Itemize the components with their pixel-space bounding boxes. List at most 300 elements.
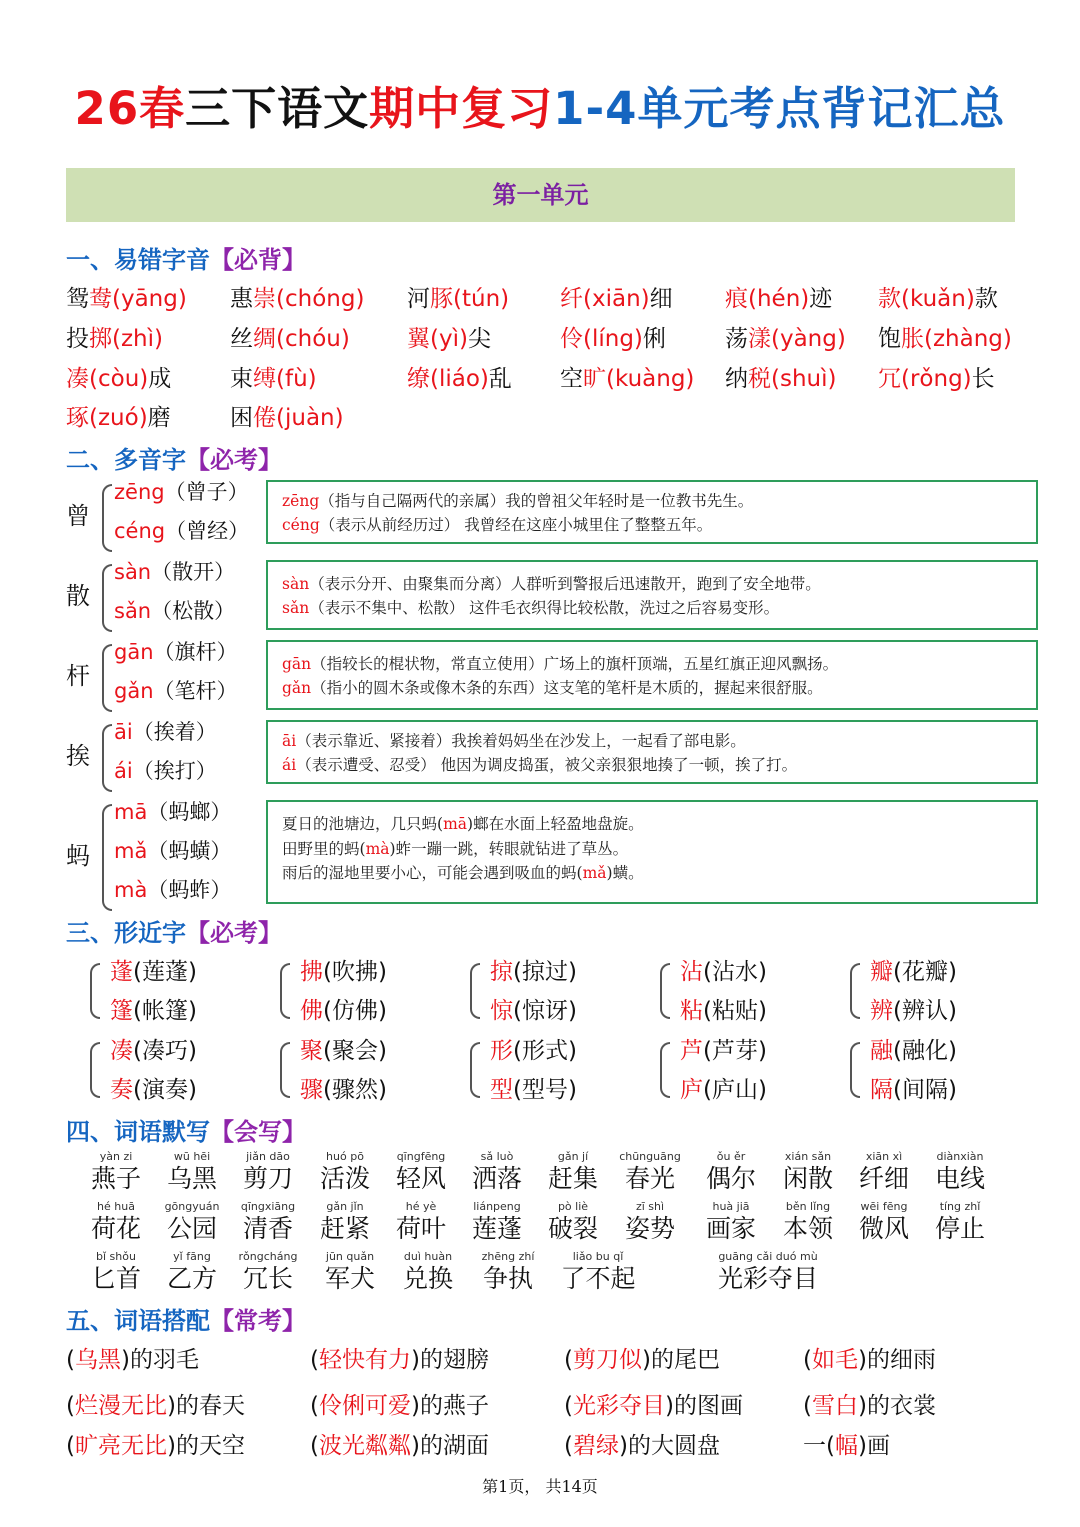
item-pinyin: (chóng) [276, 286, 365, 312]
sentence-pinyin: sǎn [282, 599, 310, 617]
item-prefix: 投 [66, 326, 89, 352]
dictation-word [900, 1150, 1020, 1194]
section-5-heading [66, 1301, 306, 1336]
item-pinyin: (yàng) [771, 326, 846, 352]
item-key-char: 缭 [407, 366, 430, 392]
dictation-word [538, 1250, 658, 1294]
collocation-rest: 的湖面 [419, 1433, 489, 1459]
item-prefix: 困 [230, 405, 253, 431]
item-key-char: 琢 [66, 405, 89, 431]
item-suffix: 成 [148, 366, 172, 392]
item-suffix: 迹 [809, 286, 833, 312]
word-pinyin: liǎo bu qǐ [572, 1250, 624, 1263]
collocation-fill: 伶俐可爱 [318, 1393, 411, 1419]
item-pinyin: (zhì) [112, 326, 163, 352]
brace [850, 963, 860, 1019]
collocation-item [66, 1387, 245, 1420]
collocation-fill: 碧绿 [572, 1433, 619, 1459]
word-characters: 清香 [242, 1214, 293, 1243]
word-characters: 荷叶 [395, 1214, 446, 1243]
sentence-text: 雨后的湿地里要小心，可能会遇到吸血的蚂( [282, 864, 583, 882]
item-suffix: 尖 [467, 326, 491, 352]
item-prefix: 丝 [230, 326, 253, 352]
item-key-char: 伶 [560, 326, 583, 352]
section-4-heading [66, 1112, 306, 1147]
item-prefix: 荡 [725, 326, 748, 352]
similar-char-item [300, 1032, 387, 1065]
section-label: 五、词语搭配 [66, 1307, 210, 1335]
collocation-item [310, 1387, 489, 1420]
paren: ) [410, 1433, 420, 1459]
example-sentence [282, 489, 753, 511]
reading-item [230, 399, 344, 432]
reading-line [114, 796, 231, 826]
word-characters: 乙方 [166, 1264, 217, 1293]
item-pinyin: (líng) [583, 326, 643, 352]
brace [102, 804, 112, 911]
section-1-heading [66, 240, 306, 275]
reading-word: （旗杆） [153, 640, 238, 664]
item-key-char: 翼 [407, 326, 430, 352]
paren: ( [564, 1393, 573, 1419]
sentence-text: （表示遭受、忍受） 他因为调皮捣蛋，被父亲狠狠地揍了一顿，挨了打。 [296, 756, 798, 774]
brace [850, 1042, 860, 1098]
word-characters: 乌黑 [166, 1164, 217, 1193]
similar-word: (庐山) [703, 1077, 767, 1103]
word-characters: 了不起 [560, 1264, 636, 1293]
similar-word: (聚会) [323, 1038, 387, 1064]
word-pinyin: rǒngcháng [238, 1250, 298, 1263]
reading-item [725, 320, 846, 353]
similar-char: 掠 [490, 959, 513, 985]
word-pinyin: xiān xì [865, 1150, 903, 1163]
collocation-fill: 雪白 [811, 1393, 858, 1419]
sentence-text: 夏日的池塘边，几只蚂( [282, 815, 444, 833]
section-label: 一、易错字音 [66, 246, 210, 274]
word-characters: 光彩夺目 [717, 1264, 818, 1293]
similar-char-item [490, 953, 577, 986]
word-characters: 画家 [705, 1214, 756, 1243]
item-key-char: 冗 [878, 366, 901, 392]
brace [470, 963, 480, 1019]
word-pinyin: sǎ luò [480, 1150, 514, 1163]
item-suffix: 长 [971, 366, 995, 392]
reading-item [560, 320, 666, 353]
brace [102, 564, 112, 632]
word-pinyin: gǎn jǐn [326, 1200, 364, 1213]
example-sentence [282, 729, 746, 751]
collocation-item [310, 1341, 489, 1374]
paren: ( [66, 1347, 75, 1373]
reading-item [230, 280, 364, 313]
reading-line [114, 755, 217, 785]
collocation-item [66, 1341, 199, 1374]
reading-line [114, 716, 217, 746]
sentence-text: （表示分开、由聚集而分离）人群听到警报后迅速散开，跑到了安全地带。 [309, 574, 821, 593]
word-pinyin: jiǎn dāo [246, 1150, 290, 1163]
collocation-rest: 的春天 [175, 1393, 245, 1419]
similar-char-item [300, 992, 387, 1025]
item-key-char: 倦 [253, 405, 276, 431]
similar-char: 聚 [300, 1038, 323, 1064]
item-suffix: 乱 [488, 366, 512, 392]
example-sentence [282, 513, 712, 535]
title-part-2: 三下语文 [185, 82, 370, 135]
section-tag: 【必考】 [186, 919, 282, 947]
word-characters: 赶集 [547, 1164, 598, 1193]
sentence-text: （表示靠近、紧接着）我挨着妈妈坐在沙发上，一起看了部电影。 [296, 731, 746, 750]
word-characters: 闲散 [782, 1164, 833, 1193]
reading-item [230, 320, 350, 353]
reading-pinyin: zēng [114, 480, 165, 504]
sentence-text: （指小的圆木条或像木条的东西）这支笔的笔杆是木质的，握起来很舒服。 [311, 679, 823, 697]
similar-char: 奏 [110, 1077, 133, 1103]
reading-word: （蚂蚱） [147, 878, 232, 902]
item-pinyin: (liáo) [430, 366, 489, 392]
similar-char: 芦 [680, 1038, 703, 1064]
collocation-item [564, 1341, 720, 1374]
sentence-pinyin: céng [282, 516, 320, 534]
collocation-fill: 幅 [834, 1433, 858, 1459]
similar-word: (花瓣) [893, 959, 957, 985]
word-characters: 姿势 [624, 1214, 675, 1243]
item-pinyin: (yāng) [112, 286, 187, 312]
word-characters: 剪刀 [242, 1164, 293, 1193]
item-pinyin: (rǒng) [901, 366, 972, 392]
word-characters: 偶尔 [705, 1164, 756, 1193]
similar-char-item [490, 1032, 577, 1065]
paren: ) [664, 1393, 674, 1419]
word-pinyin: diànxiàn [936, 1150, 984, 1163]
collocation-fill: 烂漫无比 [74, 1393, 167, 1419]
similar-char: 融 [870, 1038, 893, 1064]
similar-char-item [110, 1071, 197, 1104]
brace [102, 644, 112, 712]
collocation-item [564, 1387, 743, 1420]
item-prefix: 束 [230, 366, 253, 392]
word-characters: 本领 [782, 1214, 833, 1243]
example-sentence [282, 572, 821, 594]
item-pinyin: (shuì) [771, 366, 837, 392]
page-footer: 第1页， 共14页 [482, 1477, 598, 1496]
reading-item [878, 320, 1012, 353]
example-sentence [282, 837, 628, 859]
sentence-text: 田野里的蚂( [282, 839, 366, 858]
example-sentence [282, 676, 823, 698]
reading-pinyin: gān [114, 640, 154, 664]
reading-line [114, 874, 231, 904]
similar-word: (形式) [513, 1038, 577, 1064]
word-characters: 军犬 [324, 1264, 375, 1293]
item-pinyin: (yì) [430, 326, 468, 352]
similar-char-item [110, 1032, 197, 1065]
collocation-rest: 的羽毛 [129, 1347, 199, 1373]
word-pinyin: zī shì [635, 1200, 665, 1213]
similar-char: 形 [490, 1038, 513, 1064]
collocation-item [564, 1427, 720, 1460]
brace [102, 484, 112, 552]
item-key-char: 崇 [253, 286, 276, 312]
paren: ) [641, 1347, 651, 1373]
example-box [266, 640, 1038, 710]
item-prefix: 空 [560, 366, 583, 392]
item-key-char: 胀 [901, 326, 924, 352]
reading-item [66, 399, 171, 432]
similar-char: 惊 [490, 998, 513, 1024]
item-pinyin: (hén) [748, 286, 810, 312]
paren: ) [410, 1347, 420, 1373]
word-pinyin: chūnguāng [619, 1150, 681, 1163]
similar-char: 瓣 [870, 959, 893, 985]
word-pinyin: běn lǐng [785, 1200, 831, 1213]
example-sentence [282, 652, 838, 674]
word-pinyin: xián sǎn [784, 1150, 832, 1163]
collocation-rest: 画 [866, 1433, 890, 1459]
sentence-text: )蚱一蹦一跳，转眼就钻进了草丛。 [389, 839, 629, 858]
word-pinyin: bǐ shǒu [96, 1250, 136, 1263]
item-pinyin: (xiān) [583, 286, 650, 312]
reading-pinyin: mā [114, 800, 148, 824]
word-characters: 破裂 [547, 1214, 598, 1243]
similar-char-item [870, 1032, 957, 1065]
sentence-pinyin: mà [365, 839, 390, 858]
similar-char: 骤 [300, 1077, 323, 1103]
item-key-char: 凑 [66, 366, 89, 392]
paren: ) [857, 1347, 867, 1373]
brace [470, 1042, 480, 1098]
reading-line [114, 515, 249, 545]
similar-word: (吹拂) [323, 959, 387, 985]
polyphone-char: 杆 [66, 662, 90, 690]
example-box [266, 720, 1038, 784]
dictation-word [708, 1250, 828, 1294]
collocation-rest: 的翅膀 [419, 1347, 489, 1373]
item-pinyin: (zuó) [89, 405, 148, 431]
brace [280, 1042, 290, 1098]
item-pinyin: (kuǎn) [901, 286, 975, 312]
word-pinyin: gōngyuán [164, 1200, 220, 1213]
title-part-3: 期中复习 [369, 82, 554, 135]
word-pinyin: yǐ fāng [173, 1250, 211, 1263]
collocation-item [310, 1427, 489, 1460]
item-prefix: 纳 [725, 366, 748, 392]
word-pinyin: guāng cǎi duó mù [718, 1250, 818, 1263]
item-key-char: 旷 [583, 366, 606, 392]
sentence-pinyin: ái [282, 756, 297, 774]
similar-char-item [870, 953, 957, 986]
item-pinyin: (kuàng) [606, 366, 695, 392]
paren: ) [857, 1393, 867, 1419]
collocation-fill: 旷亮无比 [74, 1433, 167, 1459]
sentence-pinyin: sàn [282, 574, 310, 593]
similar-char-item [110, 953, 197, 986]
sentence-text: （表示从前经历过） 我曾经在这座小城里住了整整五年。 [319, 516, 713, 534]
brace [90, 963, 100, 1019]
word-pinyin: wēi fēng [860, 1200, 908, 1213]
paren: ) [166, 1393, 176, 1419]
reading-word: （笔杆） [153, 679, 238, 703]
item-prefix: 惠 [230, 286, 253, 312]
reading-pinyin: céng [114, 519, 166, 543]
similar-char-item [300, 953, 387, 986]
collocation-fill: 轻快有力 [318, 1347, 411, 1373]
sentence-pinyin: gān [282, 654, 312, 673]
similar-word: (惊讶) [513, 998, 577, 1024]
sentence-pinyin: mǎ [582, 864, 607, 882]
example-box [266, 480, 1038, 544]
similar-word: (莲蓬) [133, 959, 197, 985]
paren: ( [310, 1393, 319, 1419]
reading-item [725, 360, 836, 393]
collocation-item [803, 1341, 936, 1374]
similar-char: 蓬 [110, 959, 133, 985]
paren: ( [803, 1347, 812, 1373]
reading-item [66, 360, 171, 393]
title-part-4: 1-4单元考点背记汇总 [553, 82, 1006, 135]
word-characters: 公园 [166, 1214, 217, 1243]
title-part-1: 26春 [74, 82, 186, 135]
sentence-pinyin: āi [282, 731, 297, 750]
section-tag: 【必背】 [210, 246, 306, 274]
reading-pinyin: ái [114, 759, 133, 783]
word-characters: 春光 [624, 1164, 675, 1193]
similar-char: 沾 [680, 959, 703, 985]
item-key-char: 缚 [253, 366, 276, 392]
reading-word: （挨打） [132, 759, 217, 783]
word-characters: 燕子 [90, 1164, 141, 1193]
polyphone-char: 挨 [66, 742, 90, 770]
similar-char: 佛 [300, 998, 323, 1024]
reading-word: （曾子） [164, 480, 249, 504]
reading-word: （散开） [151, 560, 236, 584]
word-pinyin: qīngfēng [396, 1150, 446, 1163]
similar-char-item [680, 1071, 767, 1104]
similar-word: (间隔) [893, 1077, 957, 1103]
reading-item [407, 360, 512, 393]
reading-item [560, 280, 673, 313]
example-sentence [282, 861, 644, 883]
item-key-char: 掷 [89, 326, 112, 352]
reading-pinyin: gǎn [114, 679, 154, 703]
word-characters: 争执 [482, 1264, 533, 1293]
reading-line [114, 476, 249, 506]
reading-pinyin: mà [114, 878, 148, 902]
item-pinyin: (juàn) [276, 405, 344, 431]
reading-word: （曾经） [165, 519, 250, 543]
section-tag: 【会写】 [210, 1118, 306, 1146]
sentence-text: （表示不集中、松散） 这件毛衣织得比较松散，洗过之后容易变形。 [309, 599, 780, 617]
sentence-text: )蟥。 [606, 864, 644, 882]
word-pinyin: duì huàn [403, 1250, 453, 1263]
reading-line [114, 835, 231, 865]
similar-char: 辨 [870, 998, 893, 1024]
similar-char-item [870, 1071, 957, 1104]
page-title [0, 72, 1080, 137]
word-characters: 赶紧 [319, 1214, 370, 1243]
word-pinyin: jūn quǎn [325, 1250, 375, 1263]
reading-item [407, 320, 491, 353]
reading-item [407, 280, 509, 313]
word-characters: 电线 [934, 1164, 985, 1193]
reading-item [66, 280, 187, 313]
example-sentence [282, 812, 644, 834]
paren: ( [310, 1433, 319, 1459]
word-pinyin: ǒu ěr [716, 1150, 746, 1163]
sentence-pinyin: mā [443, 815, 468, 833]
section-tag: 【常考】 [210, 1307, 306, 1335]
word-pinyin: liánpeng [473, 1200, 521, 1213]
section-label: 二、多音字 [66, 446, 186, 474]
reading-item [560, 360, 694, 393]
sentence-text: （指较长的棍状物，常直立使用）广场上的旗杆顶端，五星红旗正迎风飘扬。 [311, 654, 839, 673]
word-pinyin: qīngxiāng [240, 1200, 296, 1213]
word-pinyin: huó pō [326, 1150, 364, 1163]
brace [660, 963, 670, 1019]
item-suffix: 磨 [147, 405, 171, 431]
similar-char: 庐 [680, 1077, 703, 1103]
dictation-word [900, 1200, 1020, 1244]
word-pinyin: hé yè [405, 1200, 437, 1213]
similar-char-item [680, 1032, 767, 1065]
paren: ( [803, 1393, 812, 1419]
collocation-item [803, 1427, 890, 1460]
similar-word: (融化) [893, 1038, 957, 1064]
similar-char: 篷 [110, 998, 133, 1024]
item-prefix: 饱 [878, 326, 901, 352]
section-2-heading [66, 440, 282, 475]
similar-char: 凑 [110, 1038, 133, 1064]
word-characters: 微风 [858, 1214, 909, 1243]
collocation-rest: 的燕子 [419, 1393, 489, 1419]
paren: ( [564, 1433, 573, 1459]
section-3-heading [66, 913, 282, 948]
word-characters: 匕首 [90, 1264, 141, 1293]
example-sentence [282, 753, 797, 775]
reading-line [114, 675, 238, 705]
example-sentence [282, 596, 779, 618]
collocation-rest: 的衣裳 [866, 1393, 936, 1419]
item-prefix: 河 [407, 286, 430, 312]
word-pinyin: pò liè [557, 1200, 589, 1213]
collocation-rest: 的细雨 [866, 1347, 936, 1373]
word-characters: 停止 [934, 1214, 985, 1243]
item-key-char: 豚 [430, 286, 453, 312]
item-pinyin: (zhàng) [924, 326, 1012, 352]
collocation-prefix: 一 [803, 1433, 826, 1459]
paren: ) [120, 1347, 130, 1373]
item-pinyin: (tún) [453, 286, 510, 312]
similar-char-item [680, 992, 767, 1025]
item-suffix: 款 [974, 286, 998, 312]
example-box [266, 560, 1038, 630]
item-key-char: 款 [878, 286, 901, 312]
collocation-rest: 的天空 [175, 1433, 245, 1459]
similar-word: (沾水) [703, 959, 767, 985]
similar-char: 隔 [870, 1077, 893, 1103]
word-characters: 兑换 [402, 1264, 453, 1293]
item-prefix: 鸳 [66, 286, 89, 312]
paren: ( [66, 1393, 75, 1419]
polyphone-char: 曾 [66, 502, 90, 530]
similar-char-item [110, 992, 197, 1025]
similar-word: (粘贴) [703, 998, 767, 1024]
collocation-fill: 如毛 [811, 1347, 858, 1373]
word-pinyin: tíng zhǐ [939, 1200, 981, 1213]
item-key-char: 税 [748, 366, 771, 392]
sentence-text: )螂在水面上轻盈地盘旋。 [467, 815, 644, 833]
similar-word: (帐篷) [133, 998, 197, 1024]
sentence-pinyin: zēng [282, 491, 320, 510]
